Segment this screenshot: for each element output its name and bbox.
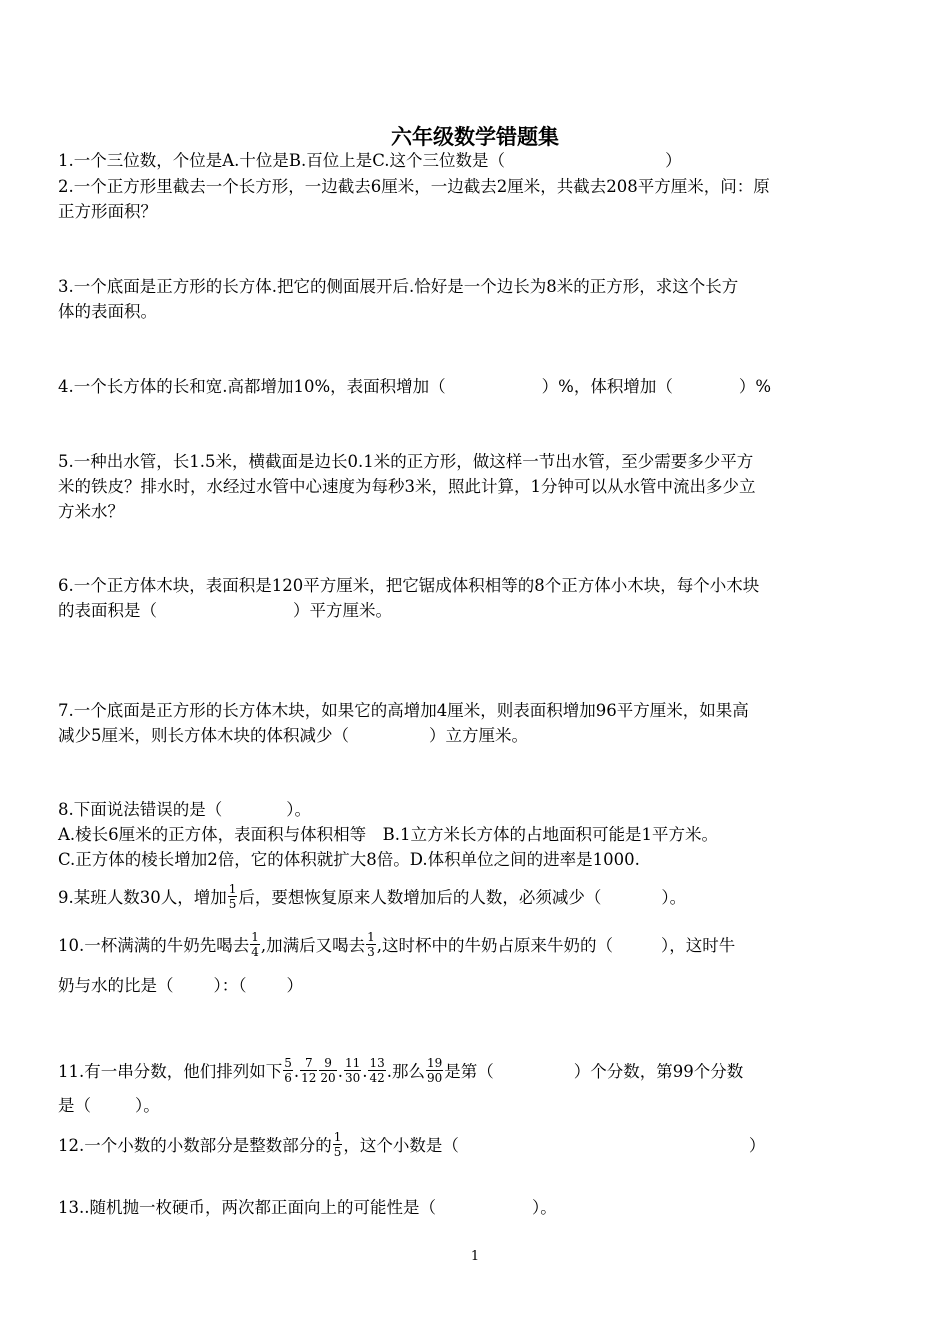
question-11-text-c: 是第（ [444, 1062, 494, 1081]
question-3 [58, 274, 868, 324]
question-6-line-1: 6.一个正方体木块，表面积是120平方厘米，把它锯成体积相等的8个正方体小木块，每个小木块 [58, 576, 760, 595]
fraction [426, 1056, 443, 1085]
fraction-numerator: 7 [304, 1056, 313, 1070]
question-7 [58, 698, 868, 748]
fraction [368, 1056, 385, 1085]
fraction-denominator: 90 [427, 1071, 443, 1085]
question-8-stem [58, 797, 868, 822]
page-number: 1 [470, 1249, 480, 1264]
question-8 [58, 797, 868, 872]
question-9-text-a: 9.某班人数30人，增加 [58, 888, 227, 907]
question-10-text-a: 10.一杯满满的牛奶先喝去 [58, 936, 250, 955]
question-4-text-a: 4.一个长方体的长和宽.高都增加10%，表面积增加（ [58, 377, 446, 396]
fraction-numerator: 1 [367, 930, 375, 944]
question-13-text-b: ）。 [532, 1198, 557, 1217]
question-10-text-c: ,这时杯中的牛奶占原来牛奶的（ [376, 936, 614, 955]
question-7-line-1: 7.一个底面是正方形的长方体木块，如果它的高增加4厘米，则表面积增加96平方厘米，如果高 [58, 701, 749, 720]
question-3-line-1: 3.一个底面是正方形的长方体.把它的侧面展开后.恰好是一个边长为8米的正方形，求这个长方 [58, 277, 739, 296]
question-12-text-b: ，这个小数是（ [343, 1136, 459, 1155]
fraction-numerator: 19 [427, 1056, 443, 1070]
fraction-denominator: 20 [320, 1071, 336, 1085]
question-10-text-e: 奶与水的比是（ [58, 976, 174, 995]
question-11-line-1 [58, 1058, 868, 1087]
question-10 [58, 932, 868, 998]
question-8-text-a: 8.下面说法错误的是（ [58, 800, 223, 819]
question-4-text-c: ）% [738, 377, 772, 396]
question-6-text-b: ）平方厘米。 [293, 601, 392, 620]
question-3-line-2: 体的表面积。 [58, 302, 157, 321]
fraction-numerator: 1 [228, 882, 237, 896]
question-11-text-e: 是（ [58, 1096, 91, 1115]
fraction-numerator: 11 [344, 1056, 361, 1070]
separator-dot: . [362, 1062, 368, 1081]
question-10-line-1 [58, 932, 868, 961]
fraction-denominator: 42 [369, 1071, 385, 1085]
question-11-line-2 [58, 1093, 868, 1118]
fraction-numerator: 1 [251, 930, 259, 944]
question-9-text-c: ）。 [661, 888, 687, 907]
question-11-text-a: 11.有一串分数，他们排列如下 [58, 1062, 283, 1081]
question-5 [58, 449, 868, 524]
question-12-text-c: ） [748, 1136, 766, 1155]
question-8-options-ab: A.棱长6厘米的正方体，表面积与体积相等 B.1立方米长方体的占地面积可能是1平方米。 [58, 825, 719, 844]
question-11-text-b: .那么 [386, 1062, 426, 1081]
fraction [250, 930, 260, 959]
question-6 [58, 573, 868, 623]
question-8-text-b: ）。 [286, 800, 311, 819]
bracket-close: ） [665, 151, 682, 170]
question-10-text-d: ），这时牛 [661, 936, 736, 955]
fraction [319, 1056, 336, 1085]
question-2-line-2: 正方形面积？ [58, 202, 157, 221]
question-12 [58, 1132, 868, 1161]
question-7-line-2 [58, 723, 868, 748]
question-10-text-f: ）：（ [213, 976, 247, 995]
fraction-numerator: 1 [333, 1130, 342, 1144]
separator-dot: . [293, 1062, 300, 1081]
question-2 [58, 174, 868, 224]
fraction-denominator: 6 [284, 1071, 292, 1085]
question-10-text-b: ,加满后又喝去 [260, 936, 366, 955]
fraction [283, 1056, 293, 1085]
question-11 [58, 1058, 868, 1118]
page-title: 六年级数学错题集 [391, 125, 559, 149]
question-10-line-2 [58, 973, 868, 998]
fraction [366, 930, 376, 959]
question-10-text-g: ） [286, 976, 303, 995]
question-5-line-3: 方米水？ [58, 502, 124, 521]
fraction-denominator: 5 [333, 1145, 342, 1159]
fraction-numerator: 9 [324, 1056, 332, 1070]
question-13 [58, 1195, 868, 1220]
question-7-text-b: ）立方厘米。 [429, 726, 528, 745]
fraction-denominator: 30 [344, 1071, 361, 1085]
question-2-line-1: 2.一个正方形里截去一个长方形，一边截去6厘米，一边截去2厘米，共截去208平方厘米，问：原 [58, 177, 770, 196]
question-4 [58, 374, 868, 399]
fraction-numerator: 13 [369, 1056, 385, 1070]
fraction-numerator: 5 [284, 1056, 292, 1070]
fraction [333, 1130, 343, 1159]
fraction [344, 1056, 361, 1085]
question-11-text-d: ）个分数，第99个分数 [573, 1062, 744, 1081]
question-9-text-b: 后，要想恢复原来人数增加后的人数，必须减少（ [238, 888, 602, 907]
question-1-text: 1.一个三位数，个位是A.十位是B.百位上是C.这个三位数是（ [58, 151, 506, 170]
question-7-text-a: 减少5厘米，则长方体木块的体积减少（ [58, 726, 349, 745]
question-6-text-a: 的表面积是（ [58, 601, 157, 620]
separator-dot: . [337, 1062, 343, 1081]
question-11-text-f: ）。 [135, 1096, 160, 1115]
fraction-denominator: 12 [301, 1071, 317, 1085]
question-5-line-1: 5.一种出水管，长1.5米，横截面是边长0.1米的正方形，做这样一节出水管，至少需要多少平方 [58, 452, 754, 471]
question-9 [58, 884, 868, 913]
question-6-line-2 [58, 598, 868, 623]
question-4-text-b: ）%，体积增加（ [541, 377, 673, 396]
fraction-denominator: 3 [367, 945, 375, 959]
question-1 [58, 148, 868, 173]
fraction [300, 1056, 317, 1085]
question-5-line-2: 米的铁皮？排水时，水经过水管中心速度为每秒3米，照此计算，1分钟可以从水管中流出多少立 [58, 477, 756, 496]
question-8-options-cd: C.正方体的棱长增加2倍，它的体积就扩大8倍。D.体积单位之间的进率是1000. [58, 850, 640, 869]
fraction [228, 882, 238, 911]
question-13-text-a: 13..随机抛一枚硬币，两次都正面向上的可能性是（ [58, 1198, 436, 1217]
fraction-denominator: 5 [228, 897, 237, 911]
question-12-text-a: 12.一个小数的小数部分是整数部分的 [58, 1136, 332, 1155]
fraction-denominator: 4 [251, 945, 259, 959]
